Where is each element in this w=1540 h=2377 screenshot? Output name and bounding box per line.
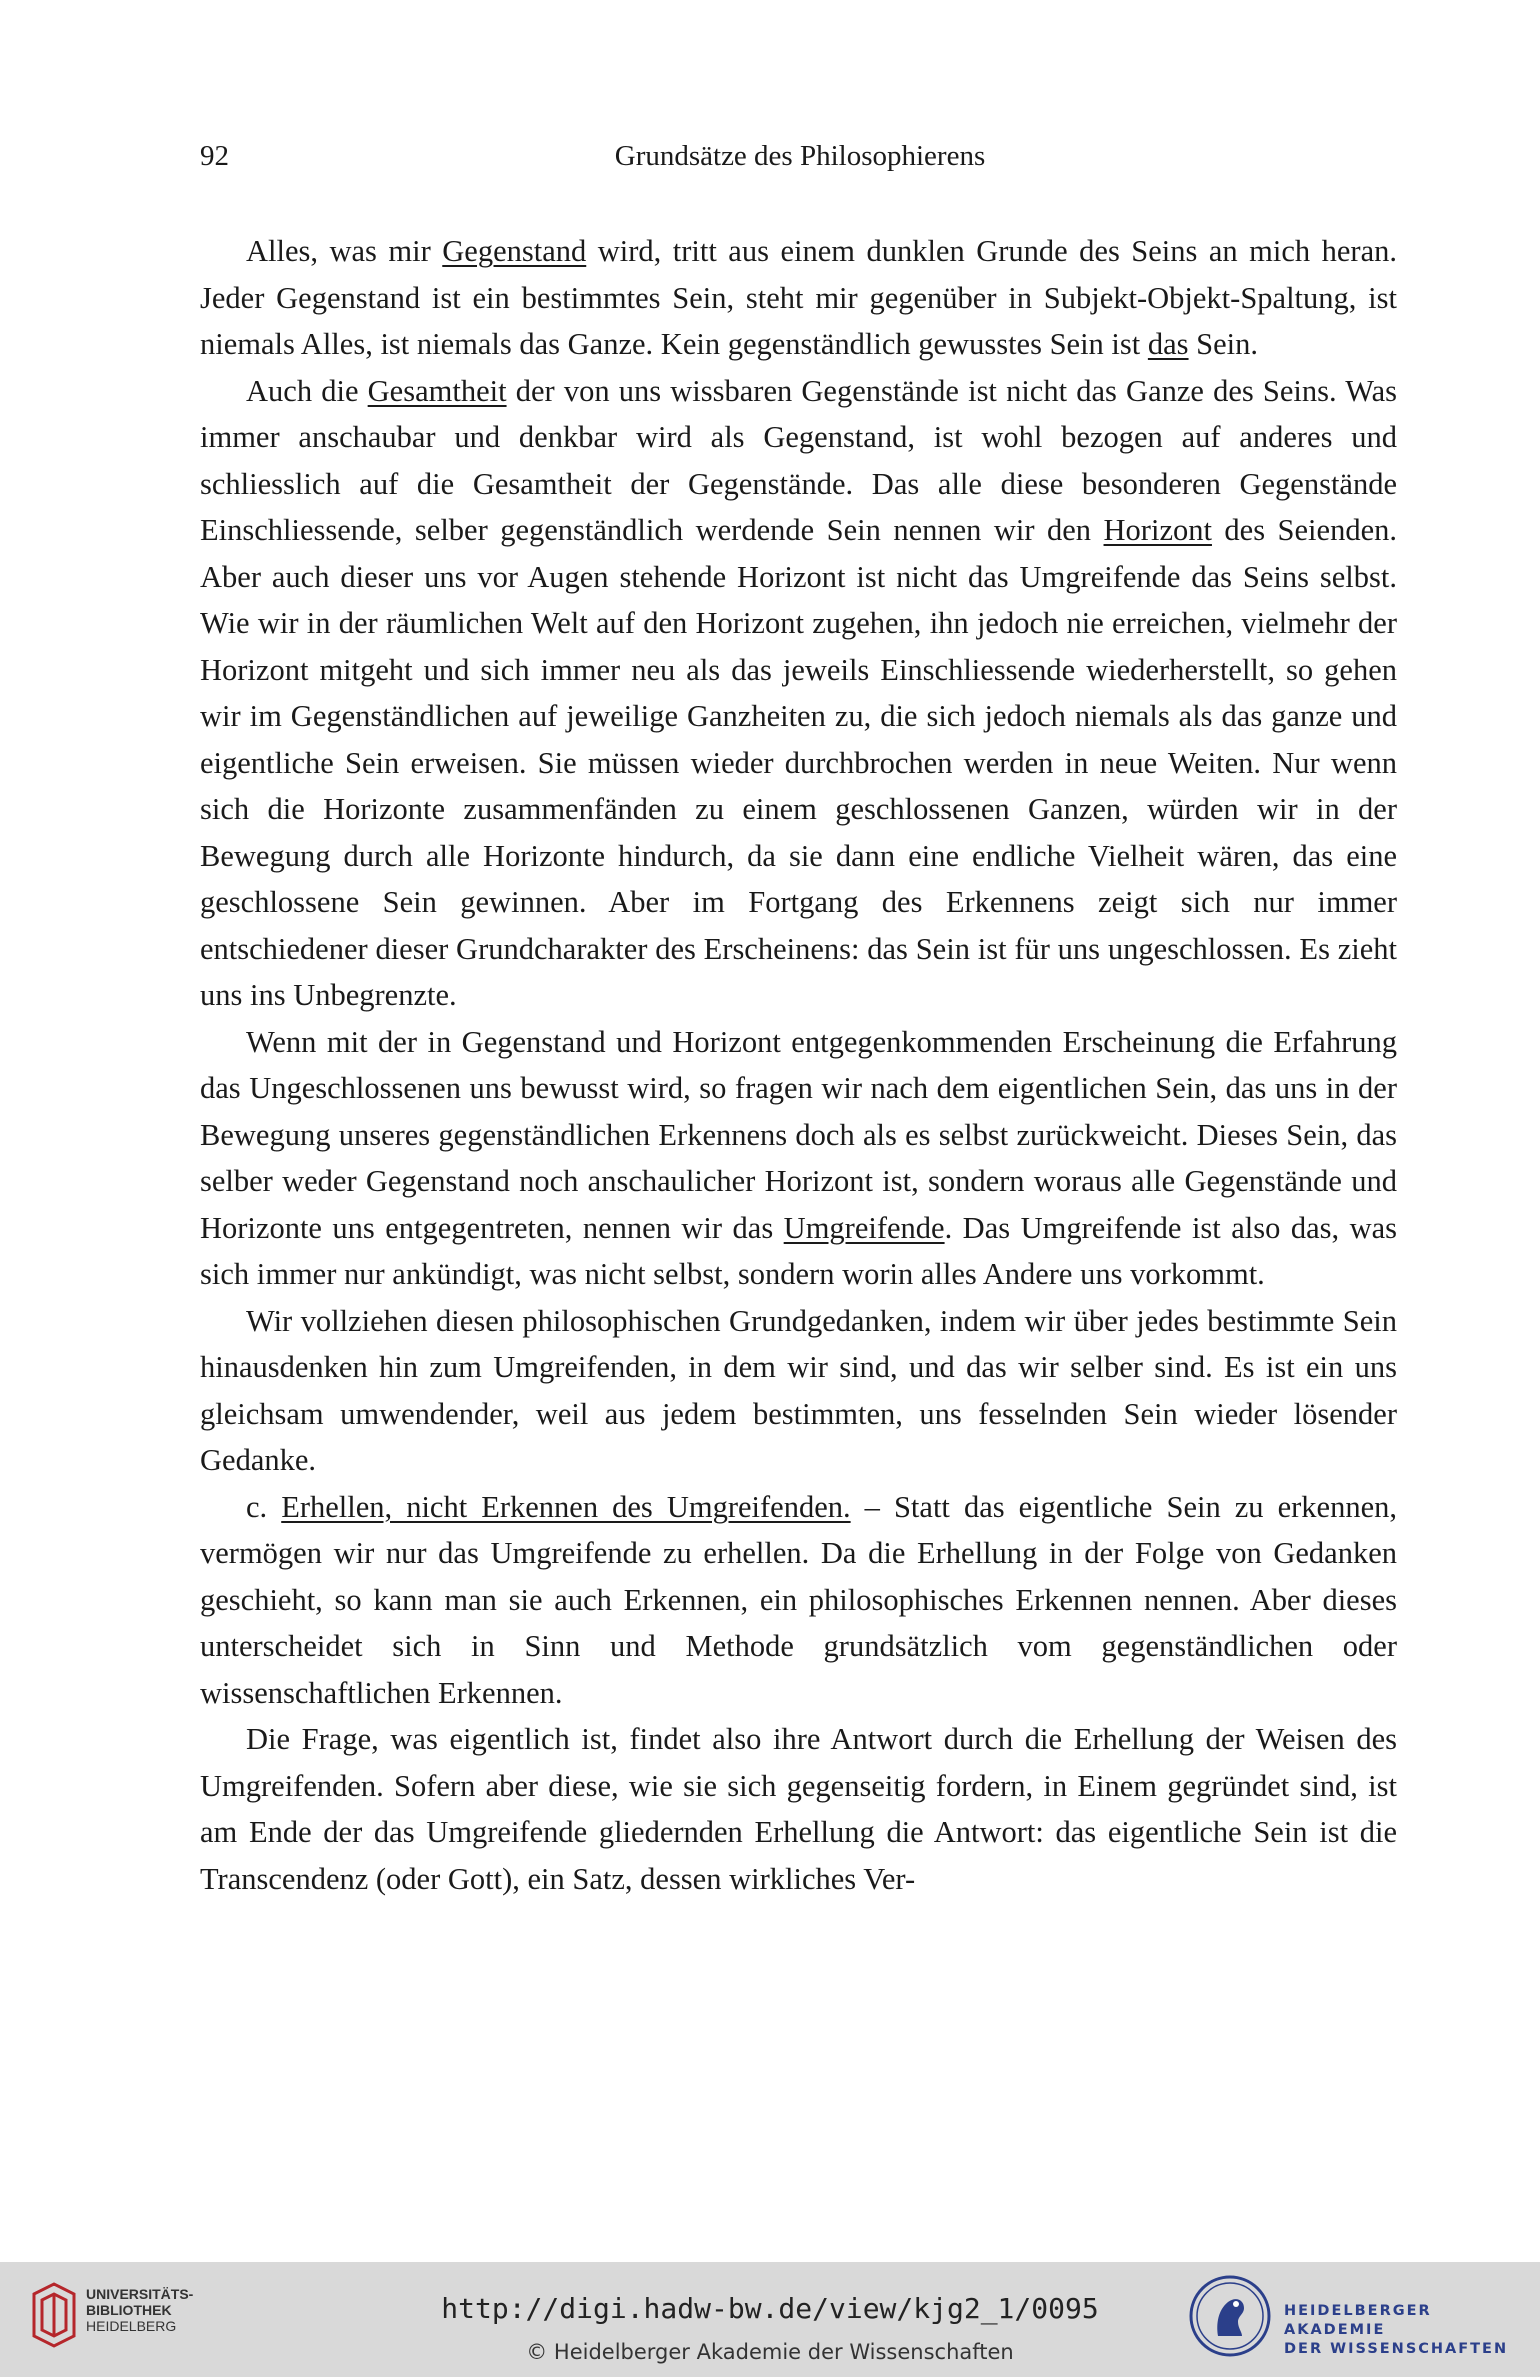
paragraph <box>200 368 1397 1019</box>
text-run: . Das Umgreifende ist also das, was sich immer nur ankündigt, was nicht selbst, sondern worin alles Andere uns vorkommt. <box>200 1210 1398 1291</box>
ub-line-2: BIBLIOTHEK <box>86 2302 172 2318</box>
body-text <box>200 228 1397 1902</box>
text-run: wird, tritt aus einem dunklen Grunde des Seins an mich heran. Jeder Gegenstand ist ein bestimmtes Sein, steht mir gegenüber in Subjekt-Objekt-Spaltung, ist niemals Alles, ist niemals das Ganze. Kein gegenständlich gewusstes Sein ist <box>200 234 1398 361</box>
text-run: Sein. <box>1188 327 1259 361</box>
ub-line-3: HEIDELBERG <box>86 2318 177 2334</box>
text-run: der von uns wissbaren Gegenstände ist nicht das Ganze des Seins. Was immer anschaubar und denkbar wird als Gegenstand, ist wohl bezogen auf anderes und schliesslich auf die Gesamtheit der Gegenstände. Das alle diese besonderen Gegenstände Einschliessende, selber gegenständlich werdende Sein nennen wir den <box>200 373 1397 547</box>
underlined-term: Gesamtheit <box>367 373 507 408</box>
paragraph <box>200 1484 1397 1717</box>
copyright-notice: © Heidelberger Akademie der Wissenschaften <box>526 2340 1014 2364</box>
text-run: des Seienden. Aber auch dieser uns vor Augen stehende Horizont ist nicht das Umgreifende das Seins selbst. Wie wir in der räumlichen Welt auf den Horizont zugehen, ihn jedoch nie erreichen, vielmehr der Horizont mitgeht und sich immer neu als das jeweils Einschliessende wiederherstellt, so gehen wir im Gegenständlichen auf jeweilige Ganzheiten zu, die sich jedoch niemals als das ganze und eigentliche Sein erweisen. Sie müssen wieder durchbrochen werden in neue Weiten. Nur wenn sich die Horizonte zusammenfänden zu einem geschlossenen Ganzen, würden wir in der Bewegung durch alle Horizonte hindurch, da sie dann eine endliche Vielheit wären, das eine geschlossene Sein gewinnen. Aber im Fortgang des Erkennens zeigt sich nur immer entschiedener dieser Grundcharakter des Erscheinens: das Sein ist für uns ungeschlossen. Es zieht uns ins Unbegrenzte. <box>200 513 1397 1012</box>
hadw-line-1: HEIDELBERGER AKADEMIE <box>1284 2303 1432 2338</box>
paragraph <box>200 1019 1397 1298</box>
page-number: 92 <box>200 140 229 172</box>
text-run: – Statt das eigentliche Sein zu erkennen, vermögen wir nur das Umgreifende zu erhellen. Da die Erhellung in der Folge von Gedanken geschieht, so kann man sie auch Erkennen, ein philosophisches Erkennen nennen. Aber dieses unterscheidet sich in Sinn und Methode grundsätzlich vom gegenständlichen oder wissenschaftlichen Erkennen. <box>200 1489 1397 1710</box>
text-run: Auch die <box>246 373 368 408</box>
hadw-line-2: DER WISSENSCHAFTEN <box>1284 2341 1509 2357</box>
underlined-term: Erhellen, nicht Erkennen des Umgreifenden. <box>281 1489 851 1524</box>
underlined-term: Gegenstand <box>442 234 587 268</box>
academy-seal-icon <box>1188 2274 1272 2358</box>
academy-name <box>1284 2302 1528 2359</box>
paragraph <box>200 1298 1397 1484</box>
source-url-link[interactable]: http://digi.hadw-bw.de/view/kjg2_1/0095 <box>441 2292 1099 2325</box>
text-run: Wir vollziehen diesen philosophischen Grundgedanken, indem wir über jedes bestimmte Sein hinausdenken hin zum Umgreifenden, in dem wir sind, und das wir selber sind. Es ist ein uns gleichsam umwendender, weil aus jedem bestimmten, uns fesselnden Sein wieder lösender Gedanke. <box>200 1303 1397 1477</box>
page-header <box>200 140 1400 180</box>
ub-line-1: UNIVERSITÄTS- <box>86 2286 194 2302</box>
footer-bar <box>0 2262 1540 2377</box>
paragraph <box>200 1716 1397 1902</box>
underlined-term: Horizont <box>1103 513 1212 547</box>
text-run: Alles, was mir <box>246 234 443 268</box>
running-head: Grundsätze des Philosophierens <box>614 140 986 172</box>
underlined-term: Umgreifende <box>783 1210 945 1245</box>
academy-logo[interactable] <box>1188 2274 1528 2364</box>
paragraph <box>200 228 1397 368</box>
text-run: Wenn mit der in Gegenstand und Horizont entgegenkommenden Erscheinung die Erfahrung das Ungeschlossenen uns bewusst wird, so fragen wir nach dem eigentlichen Sein, das uns in der Bewegung unseres gegenständlichen Erkennens doch als es selbst zurückweicht. Dieses Sein, das selber weder Gegenstand noch anschaulicher Horizont ist, sondern woraus alle Gegenstände und Horizonte uns entgegentreten, nennen wir das <box>200 1024 1397 1245</box>
text-run: c. <box>246 1489 282 1524</box>
text-run: Die Frage, was eigentlich ist, findet also ihre Antwort durch die Erhellung der Weisen des Umgreifenden. Sofern aber diese, wie sie sich gegenseitig fordern, in Einem gegründet sind, ist am Ende der das Umgreifende gliedernden Erhellung die Antwort: das eigentliche Sein ist die Transcendenz (oder Gott), ein Satz, dessen wirkliches Ver- <box>200 1722 1397 1896</box>
underlined-term: das <box>1147 327 1189 361</box>
